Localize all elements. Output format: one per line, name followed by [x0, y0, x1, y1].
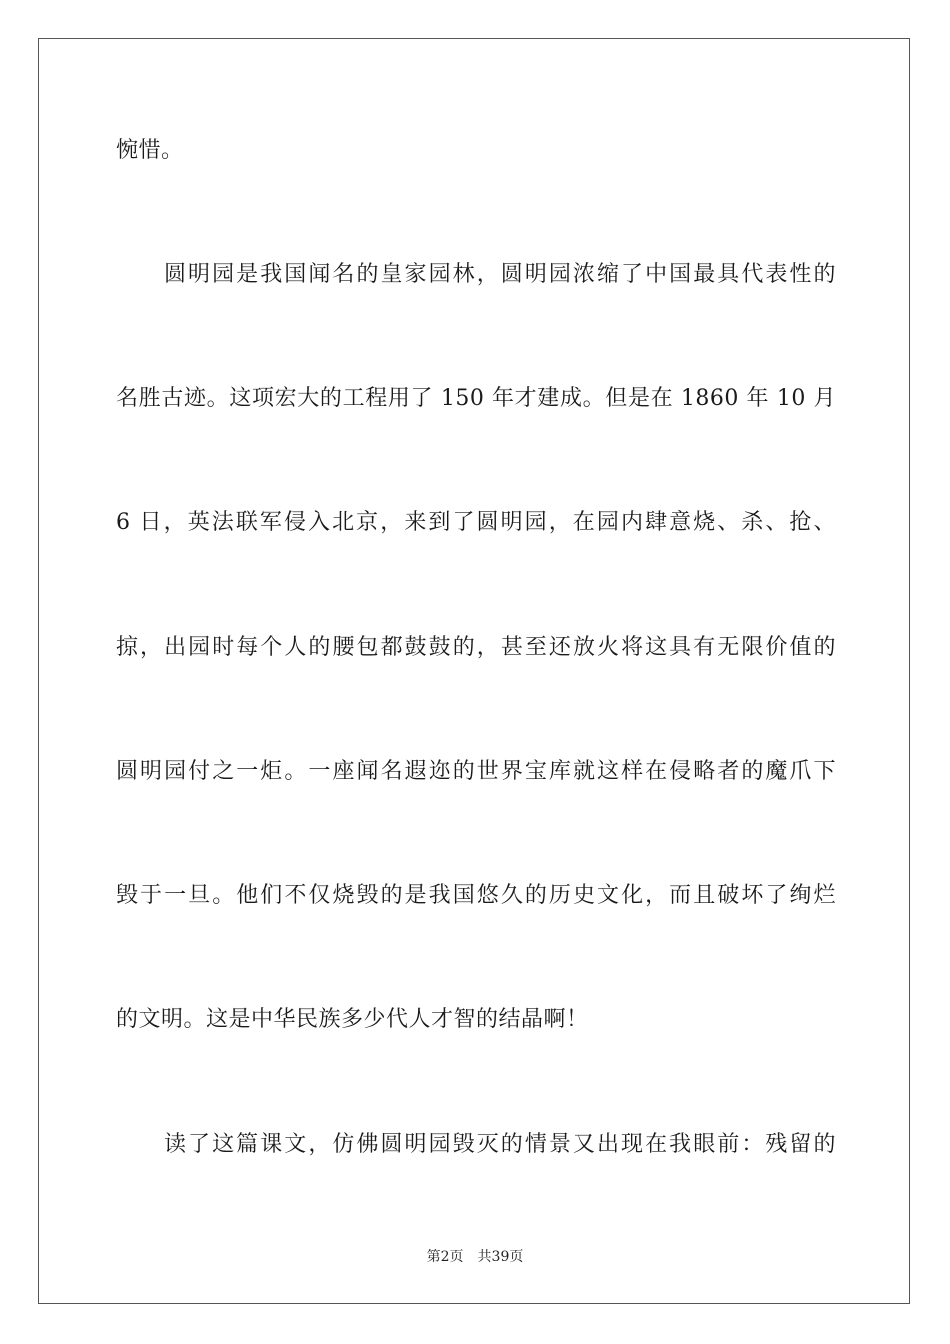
- text-line: 读了这篇课文，仿佛圆明园毁灭的情景又出现在我眼前：残留的: [164, 1132, 836, 1157]
- text-line: 的文明。这是中华民族多少代人才智的结晶啊！: [116, 1007, 589, 1032]
- page-total: 共39页: [477, 1249, 524, 1265]
- text-line: 惋惜。: [116, 138, 184, 163]
- text-line: 圆明园付之一炬。一座闻名遐迩的世界宝库就这样在侵略者的魔爪下: [116, 759, 836, 784]
- page-number: 第2页: [426, 1249, 464, 1265]
- page-footer: [0, 1247, 950, 1267]
- page-border: [38, 38, 910, 1304]
- text-line: 毁于一旦。他们不仅烧毁的是我国悠久的历史文化，而且破坏了绚烂: [116, 883, 836, 908]
- text-line: 6 日，英法联军侵入北京，来到了圆明园，在园内肆意烧、杀、抢、: [116, 510, 836, 535]
- text-line: 圆明园是我国闻名的皇家园林，圆明园浓缩了中国最具代表性的: [164, 262, 836, 287]
- text-line: 掠，出园时每个人的腰包都鼓鼓的，甚至还放火将这具有无限价值的: [116, 635, 836, 660]
- text-line: 名胜古迹。这项宏大的工程用了 150 年才建成。但是在 1860 年 10 月: [116, 386, 836, 411]
